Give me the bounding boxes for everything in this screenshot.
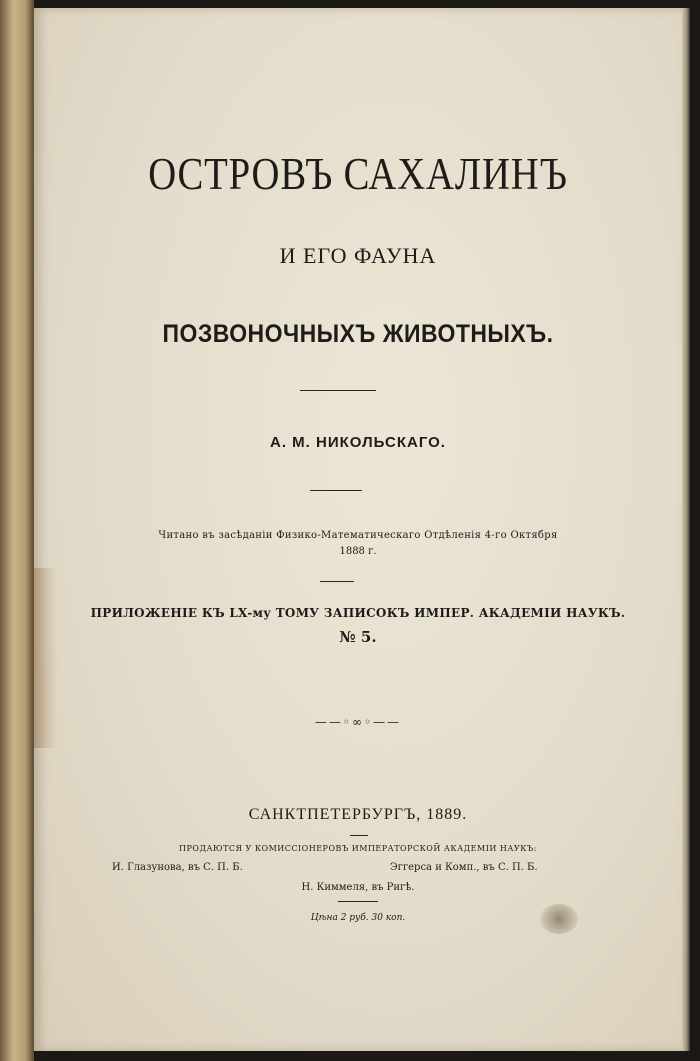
divider-rule xyxy=(350,835,368,836)
author-name: А. М. НИКОЛЬСКАГО. xyxy=(270,434,446,451)
divider-rule xyxy=(300,390,376,391)
reading-note-year: 1888 г. xyxy=(339,546,377,557)
sold-by-line: ПРОДАЮТСЯ У КОМИССІОНЕРОВЪ ИМПЕРАТОРСКОЙ АКАДЕМІИ НАУКЪ: xyxy=(179,844,537,853)
page-edge xyxy=(682,8,690,1051)
appendix-note: ПРИЛОЖЕНІЕ КЪ LX-му ТОМУ ЗАПИСОКЪ ИМПЕР. АКАДЕМІИ НАУКЪ. xyxy=(90,606,626,620)
reading-note: Читано въ засѣданіи Физико-Математическаго Отдѣленія 4-го Октября xyxy=(158,530,558,541)
issue-number: № 5. xyxy=(339,628,377,646)
divider-rule xyxy=(310,490,362,491)
book-subtitle-2: ПОЗВОНОЧНЫХЪ ЖИВОТНЫХЪ. xyxy=(162,320,554,348)
imprint-city: САНКТПЕТЕРБУРГЪ, 1889. xyxy=(248,806,468,823)
divider-rule xyxy=(338,901,378,902)
book-title: ОСТРОВЪ САХАЛИНЪ xyxy=(148,149,568,199)
price-line: Цѣна 2 руб. 30 коп. xyxy=(310,913,406,923)
divider-rule xyxy=(320,581,354,582)
seller-right: Эггерса и Комп., въ С. П. Б. xyxy=(390,862,538,873)
ornament: ——◦∞◦—— xyxy=(314,715,402,729)
seller-left: И. Глазунова, въ С. П. Б. xyxy=(112,862,243,873)
book-subtitle: И ЕГО ФАУНА xyxy=(279,243,437,268)
seller-center: Н. Киммеля, въ Ригѣ. xyxy=(301,882,415,893)
ink-stain xyxy=(540,904,578,934)
book-spine xyxy=(0,0,34,1061)
title-page xyxy=(34,8,682,1051)
